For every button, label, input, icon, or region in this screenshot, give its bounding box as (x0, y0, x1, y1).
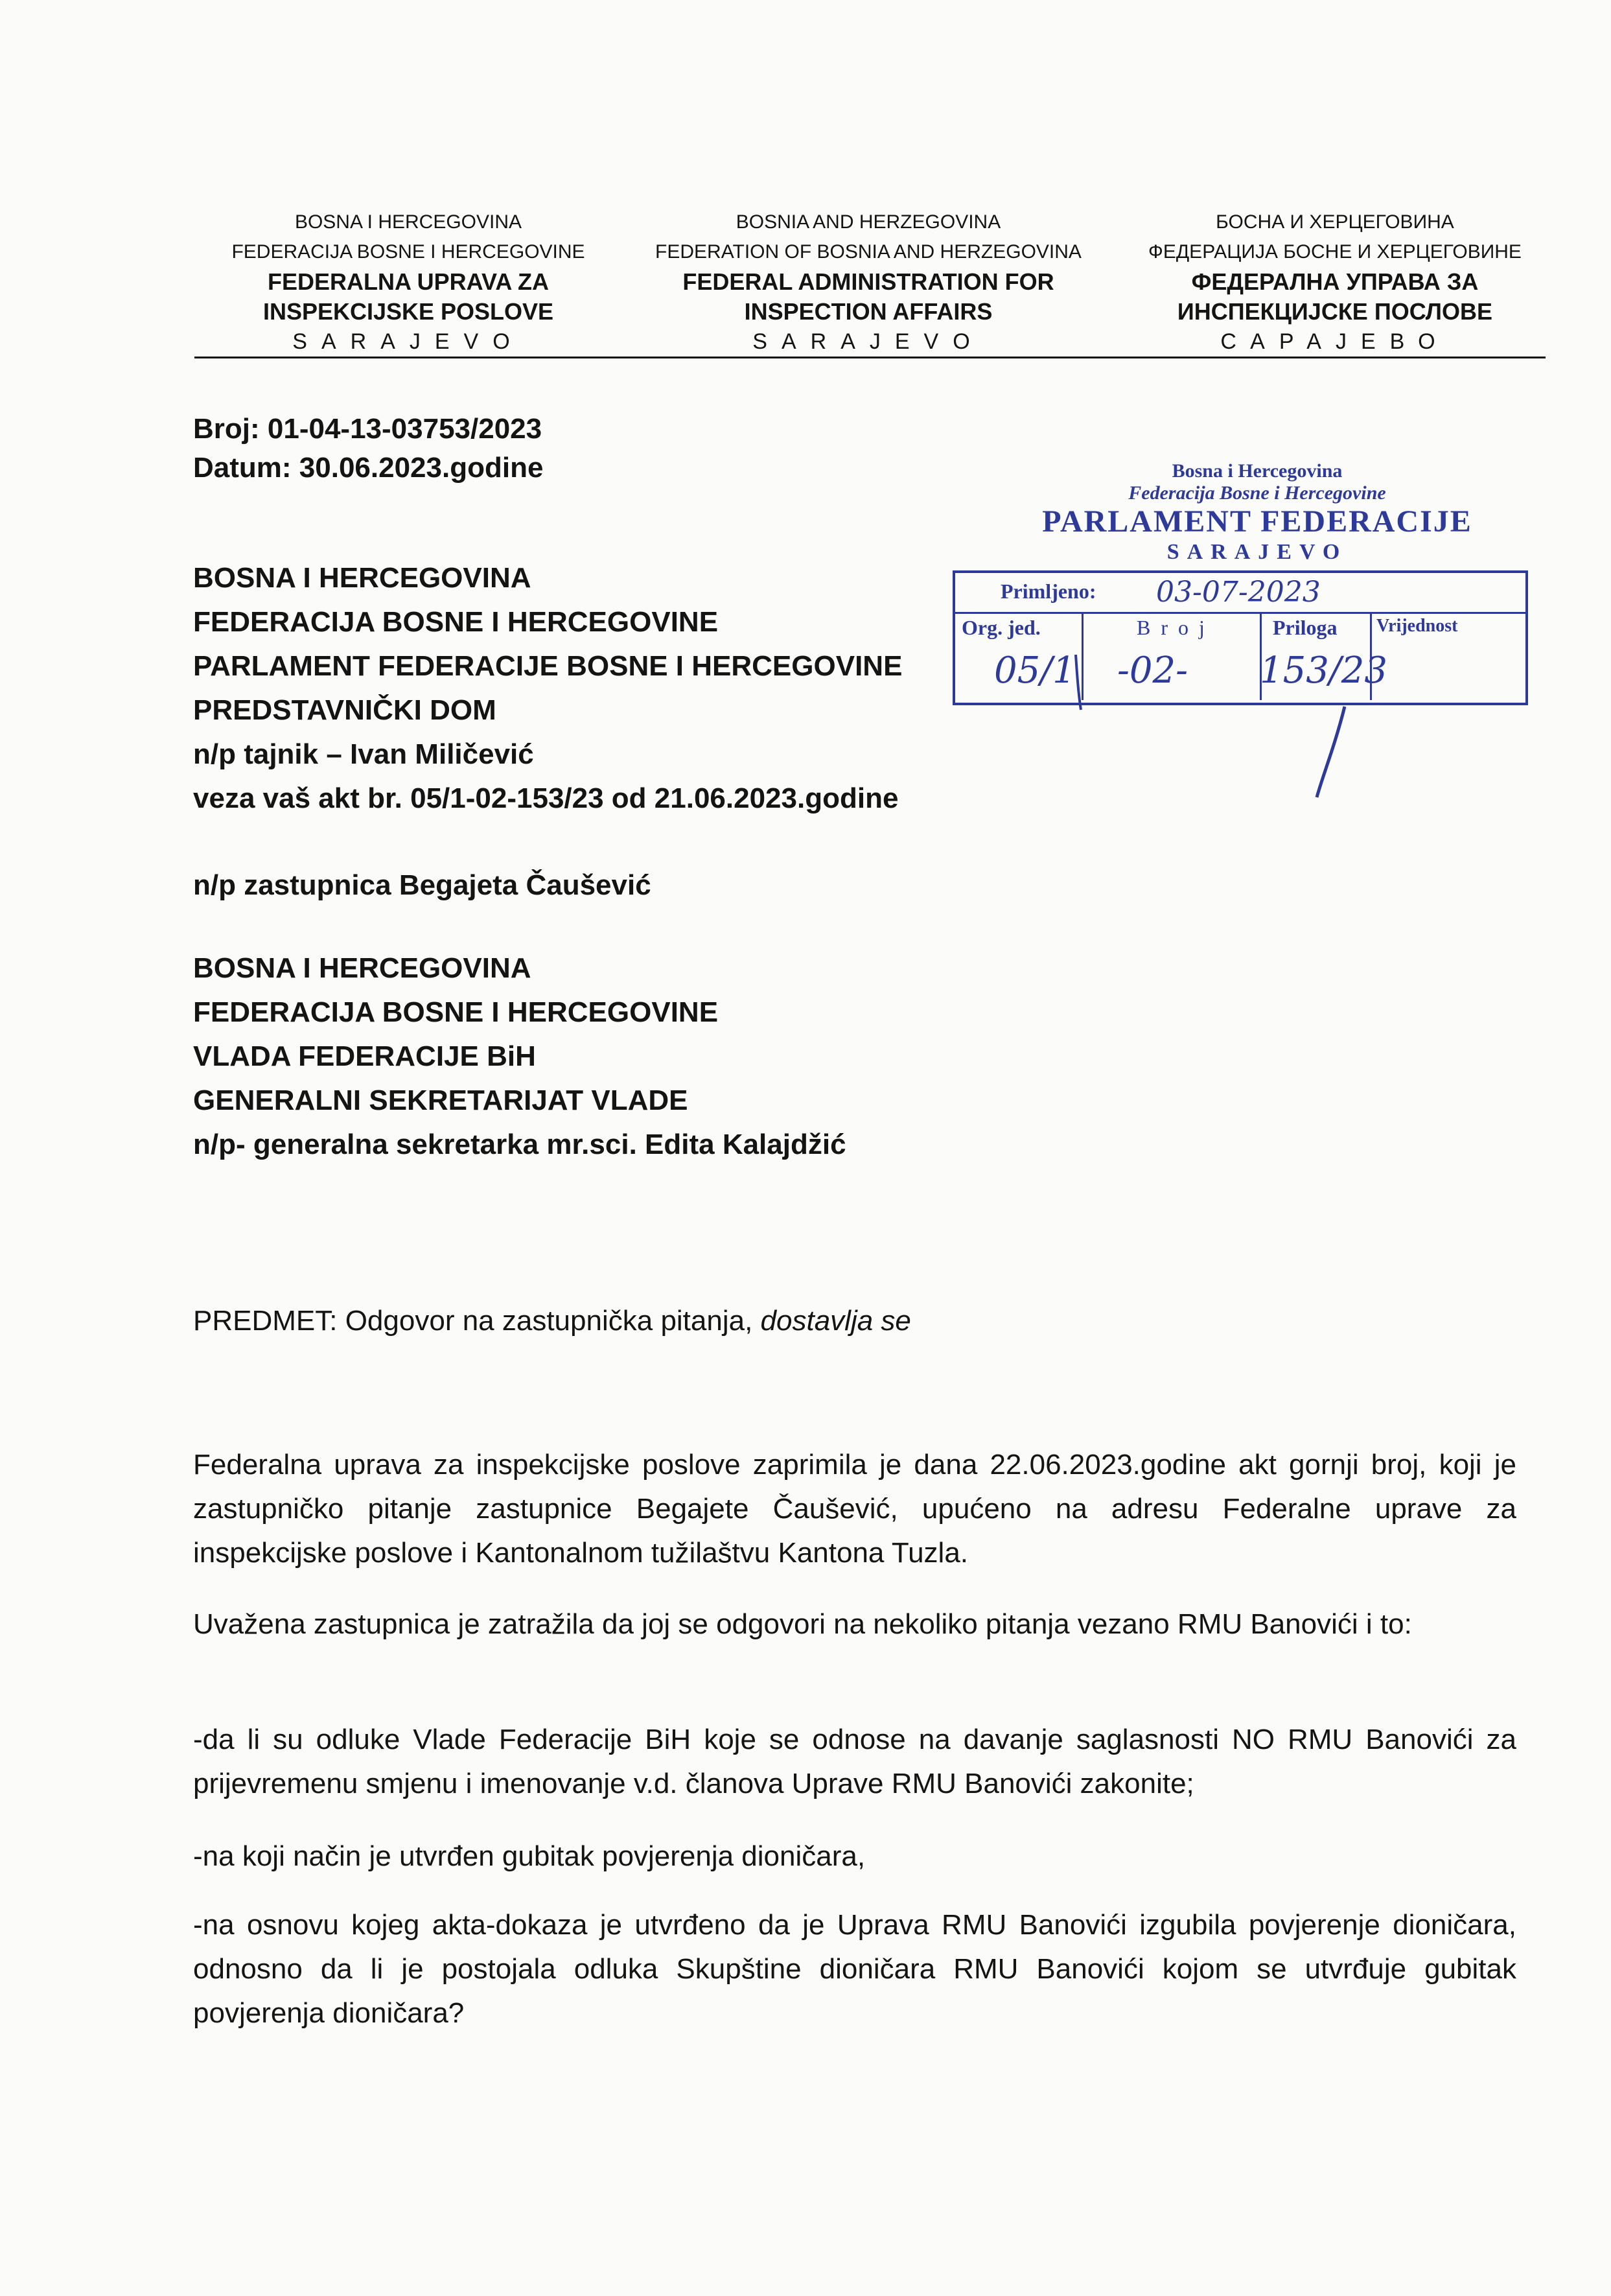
reference-number: Broj: 01-04-13-03753/2023 (193, 413, 542, 445)
letterhead-country: БОСНА И ХЕРЦЕГОВИНА (1216, 211, 1454, 233)
stamp-priloga-value: 153/23 (1260, 650, 1388, 692)
letterhead-entity: FEDERACIJA BOSNE I HERCEGOVINE (231, 241, 585, 263)
letterhead-country: BOSNIA AND HERZEGOVINA (736, 211, 1001, 233)
stamp-country: Bosna i Hercegovina (1172, 460, 1343, 482)
letterhead-city: САРАЈЕВО (1220, 329, 1450, 354)
letterhead-entity: FEDERATION OF BOSNIA AND HERZEGOVINA (655, 241, 1082, 263)
recipient-line: n/p- generalna sekretarka mr.sci. Edita Kalajdžić (193, 1129, 846, 1160)
recipient-line: FEDERACIJA BOSNE I HERCEGOVINE (193, 606, 719, 638)
recipient-line: PARLAMENT FEDERACIJE BOSNE I HERCEGOVINE (193, 650, 903, 682)
stamp-city: SARAJEVO (1166, 540, 1348, 564)
recipient-line: n/p zastupnica Begajeta Čaušević (193, 869, 651, 901)
letterhead-agency: FEDERALNA UPRAVA ZA (268, 268, 549, 295)
stamp-institution: PARLAMENT FEDERACIJE (1042, 504, 1472, 539)
body-paragraph: -na osnovu kojeg akta-dokaza je utvrđeno da je Uprava RMU Banovići izgubila povjerenje dioničara, odnosno da li je postojala odluka Skupštine dioničara RMU Banovići kojom se utvrđuje gubitak povjerenja dioničara? (193, 1909, 1516, 2029)
reference-date: Datum: 30.06.2023.godine (193, 452, 544, 484)
recipient-line: veza vaš akt br. 05/1-02-153/23 od 21.06.2023.godine (193, 782, 899, 814)
recipient-line: GENERALNI SEKRETARIJAT VLADE (193, 1084, 688, 1116)
recipient-line: BOSNA I HERCEGOVINA (193, 952, 531, 984)
stamp-col-org: Org. jed. (962, 616, 1041, 639)
letterhead-city: SARAJEVO (752, 329, 984, 354)
letterhead-entity: ФЕДЕРАЦИЈА БОСНЕ И ХЕРЦЕГОВИНЕ (1148, 241, 1522, 263)
letterhead-agency: ФЕДЕРАЛНА УПРАВА ЗА (1191, 268, 1479, 295)
stamp-received-date: 03-07-2023 (1156, 576, 1321, 609)
letterhead-agency-2: INSPECTION AFFAIRS (744, 298, 993, 325)
recipient-line: VLADA FEDERACIJE BiH (193, 1040, 536, 1072)
recipient-line: PREDSTAVNIČKI DOM (193, 694, 496, 726)
letterhead-country: BOSNA I HERCEGOVINA (294, 211, 522, 233)
letterhead-agency-2: INSPEKCIJSKE POSLOVE (262, 298, 554, 325)
recipient-line: FEDERACIJA BOSNE I HERCEGOVINE (193, 996, 719, 1028)
body-paragraph: Uvažena zastupnica je zatražila da joj se odgovori na nekoliko pitanja vezano RMU Banovići i to: (193, 1608, 1412, 1640)
stamp-col-priloga: Priloga (1273, 616, 1338, 639)
subject-italic: dostavlja se (760, 1305, 911, 1337)
body-paragraph: -da li su odluke Vlade Federacije BiH koje se odnose na davanje saglasnosti NO RMU Banovići za prijevremenu smjenu i imenovanje v.d. članova Uprave RMU Banovići zakonite; (193, 1724, 1516, 1799)
stamp-col-vrijednost: Vrijednost (1376, 616, 1458, 636)
stamp-org-value: 05/1 (994, 650, 1076, 692)
subject-label: PREDMET: (193, 1305, 338, 1337)
letterhead-agency: FEDERAL ADMINISTRATION FOR (682, 268, 1054, 295)
recipient-line: BOSNA I HERCEGOVINA (193, 562, 531, 594)
stamp-col-broj: B r o j (1137, 616, 1207, 639)
subject-text: Odgovor na zastupnička pitanja, (337, 1305, 761, 1337)
body-paragraph: -na koji način je utvrđen gubitak povjerenja dioničara, (193, 1840, 866, 1872)
stamp-entity: Federacija Bosne i Hercegovine (1128, 482, 1386, 504)
letterhead-agency-2: ИНСПЕКЦИЈСКЕ ПОСЛОВЕ (1177, 298, 1493, 325)
letterhead-city: SARAJEVO (292, 329, 524, 354)
stamp-broj-value: -02- (1117, 650, 1188, 692)
stamp-received-label: Primljeno: (1001, 580, 1096, 603)
body-paragraph: Federalna uprava za inspekcijske poslove zaprimila je dana 22.06.2023.godine akt gornji broj, koji je zastupničko pitanje zastupnice Begajete Čaušević, upućeno na adresu Federalne uprave za inspekcijske poslove i Kantonalnom tužilaštvu Kantona Tuzla. (193, 1449, 1516, 1569)
recipient-line: n/p tajnik – Ivan Miličević (193, 738, 534, 770)
